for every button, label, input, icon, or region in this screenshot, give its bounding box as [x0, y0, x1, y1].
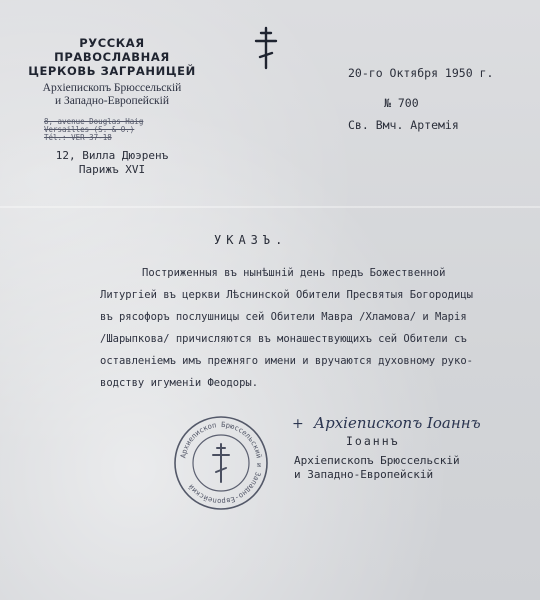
- document-number: № 700: [384, 96, 419, 110]
- official-seal: [172, 414, 270, 512]
- signatory-title-line1: Архіепископъ Брюссельскій: [294, 454, 460, 467]
- orthodox-cross-icon: [253, 26, 279, 70]
- letterhead-subtitle-line1: Архіепископъ Брюссельскій: [42, 82, 182, 94]
- document-body: [100, 262, 520, 394]
- signature-cross: +: [292, 416, 304, 432]
- body-line: /Шарыпкова/ причисляются въ монашествующихъ сей Обители съ: [100, 333, 467, 345]
- new-address-line2: Парижъ XVI: [78, 163, 146, 176]
- letterhead-title-line2: ЦЕРКОВЬ ЗАГРАНИЦЕЙ: [28, 64, 196, 78]
- svg-text:Архиепископ Брюссельский и Зап: Архиепископ Брюссельский и Западно-Европейский: [178, 419, 265, 507]
- new-address-line1: 12, Вилла Дюэренъ: [55, 149, 169, 162]
- letterhead-address: [22, 118, 202, 148]
- body-line: оставленіемъ имъ прежняго имени и вручаются духовному руко-: [100, 355, 473, 367]
- crossed-out-address-line3: Tél.: VER 37-18: [44, 133, 112, 142]
- letterhead-subtitle-line2: и Западно-Европейскій: [55, 95, 169, 107]
- crossed-out-address-line2: Versailles (S. & O.): [44, 125, 135, 134]
- document-heading: УКАЗЪ.: [214, 233, 288, 247]
- letterhead-title-line1: РУССКАЯ ПРАВОСЛАВНАЯ: [54, 36, 170, 64]
- body-line: въ рясофоръ послушницы сей Обители Мавра /Хламова/ и Марія: [100, 311, 467, 323]
- handwritten-signature: [292, 414, 522, 432]
- body-line: водству игуменіи Феодоры.: [100, 377, 259, 389]
- signatory-name: Іоаннъ: [346, 434, 400, 448]
- seal-cross-icon: [213, 444, 229, 482]
- signatory-title-line2: и Западно-Европейскій: [294, 468, 434, 481]
- letterhead: [22, 36, 202, 176]
- crossed-out-address: [44, 118, 164, 142]
- crossed-out-address-line1: 8, avenue Douglas Haig: [44, 117, 144, 126]
- paper-fold: [0, 206, 540, 208]
- feast-day: Св. Вмч. Артемія: [348, 118, 459, 132]
- document-date: 20-го Октября 1950 г.: [348, 66, 494, 80]
- body-line: Литургіей въ церкви Лѣснинской Обители Пресвятыя Богородицы: [100, 289, 473, 301]
- signature-script: Архіепископъ Іоаннъ: [313, 414, 481, 432]
- signature-block: [292, 414, 522, 482]
- body-line: Постриженныя въ нынѣшній день предъ Божественной: [142, 267, 446, 279]
